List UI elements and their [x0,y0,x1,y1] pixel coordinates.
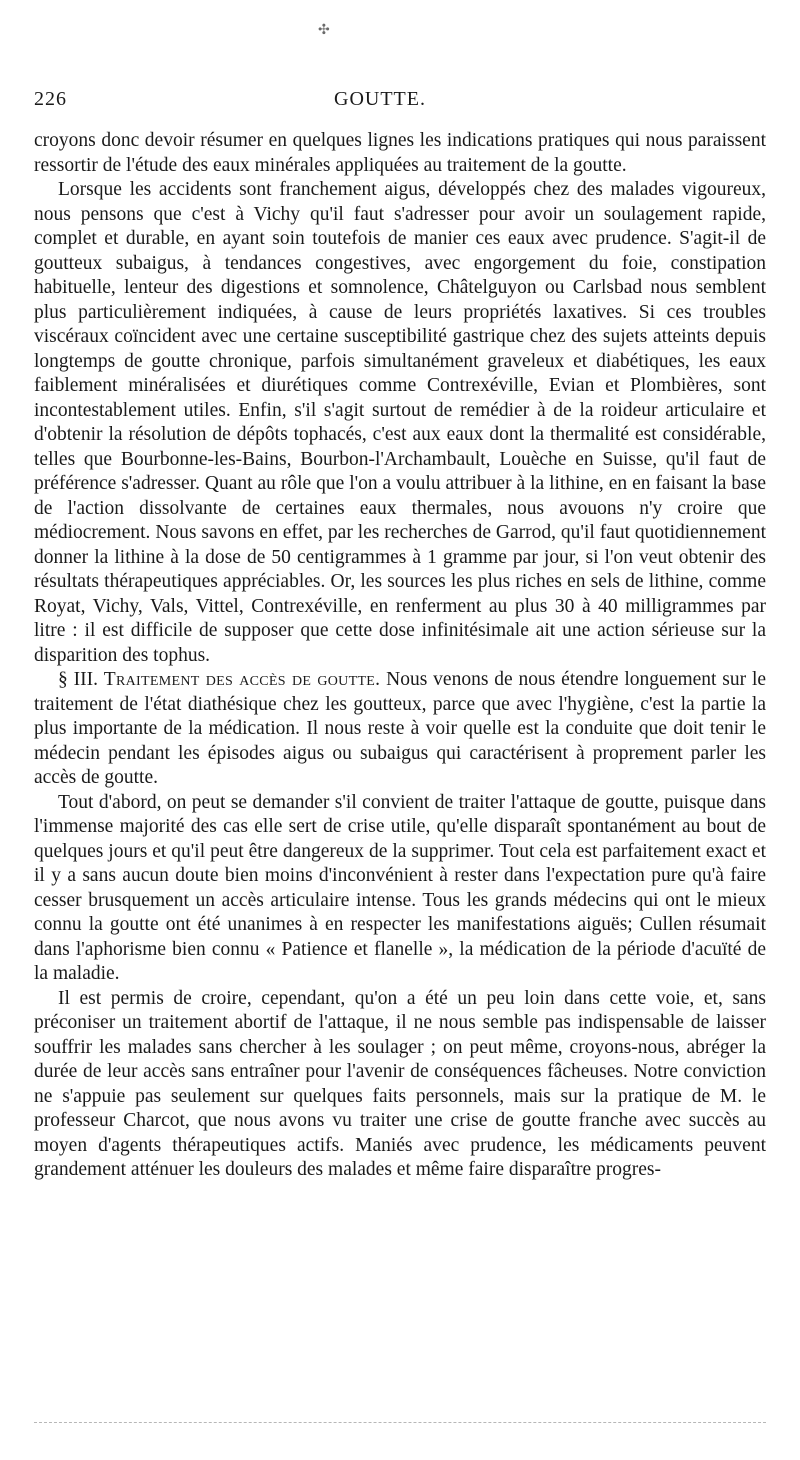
book-page [34,0,766,1460]
paragraph-section-iii [34,668,766,791]
paragraph-charcot: Il est permis de croire, cependant, qu'on a été un peu loin dans cette voie, et, sans préconiser un traitement abortif de l'attaque, il ne nous semble pas indispensable de laisser souffrir les malades sans chercher à les soulager ; on peut même, croyons-nous, abréger la durée de leur accès sans entraîner pour l'avenir de conséquences fâcheuses. Notre conviction ne s'appuie pas seulement sur quelques faits personnels, mais sur la pratique de M. le professeur Charcot, que nous avons vu traiter une crise de goutte franche avec succès au moyen d'agents thérapeutiques actifs. Maniés avec prudence, les médicaments peuvent grandement atténuer les douleurs des malades et même faire disparaître progres- [34,987,766,1180]
body-text [34,129,766,1183]
running-head [34,88,766,118]
printer-mark: ✣ [318,23,330,38]
section-marker: § III. [58,669,98,690]
paragraph-continuation: croyons donc devoir résumer en quelques lignes les indications pratiques qui nous paraissent ressortir de l'étude des eaux minérales appliquées au traitement de la goutte. [34,130,766,176]
paragraph-mineral-waters: Lorsque les accidents sont franchement aigus, développés chez des malades vigoureux, nous pensons que c'est à Vichy qu'il faut s'adresser pour avoir un soulagement rapide, complet et durable, en ayant soin toutefois de manier ces eaux avec prudence. S'agit-il de goutteux subaigus, à tendances congestives, avec engorgement du foie, constipation habituelle, lenteur des digestions et somnolence, Châtelguyon ou Carlsbad nous semblent plus particulièrement indiquées, à cause de leurs propriétés laxatives. Si ces troubles viscéraux coïncident avec une certaine susceptibilité gastrique chez des sujets atteints depuis longtemps de goutte chronique, parfois simultanément graveleux et diabétiques, les eaux faiblement minéralisées et diurétiques comme Contrexéville, Evian et Plombières, sont incontestablement utiles. Enfin, s'il s'agit surtout de remédier à de la roideur articulaire et d'obtenir la résolution de dépôts tophacés, c'est aux eaux dont la thermalité est considérable, telles que Bourbonne-les-Bains, Bourbon-l'Archambault, Louèche en Suisse, qu'il faut de préférence s'adresser. Quant au rôle que l'on a voulu attribuer à la lithine, en en faisant la base de l'action dissolvante de certaines eaux thermales, nous avouons n'y croire que médiocrement. Nous savons en effet, par les recherches de Garrod, qu'il faut quotidiennement donner la lithine à la dose de 50 centigrammes à 1 gramme par jour, si l'on veut obtenir des résultats thérapeutiques appréciables. Or, les sources les plus riches en sels de lithine, comme Royat, Vichy, Vals, Vittel, Contrexéville, en renferment au plus 30 à 40 milligrammes par litre : il est difficile de supposer que cette dose infinitésimale ait une action sérieuse sur la disparition des tophus. [34,179,766,666]
page-number: 226 [34,88,67,110]
running-title: GOUTTE. [334,88,426,110]
footer-rule [34,1422,766,1423]
section-title: Traitement des accès de goutte. [103,669,381,690]
section-text: Nous venons de nous étendre longuement sur le traitement de l'état diathésique chez les goutteux, parce que avec l'hygiène, c'est la partie la plus importante de la médication. Il nous reste à voir quelle est la conduite que doit tenir le médecin pendant les épisodes aigus ou subaigus qui caractérisent à proprement parler les accès de goutte. [34,669,767,788]
paragraph-attack-treatment: Tout d'abord, on peut se demander s'il convient de traiter l'attaque de goutte, puisque dans l'immense majorité des cas elle sert de crise utile, qu'elle disparaît spontanément au bout de quelques jours et qu'il peut être dangereux de la supprimer. Tout cela est parfaitement exact et il y a sans aucun doute bien moins d'inconvénient à rester dans l'expectation pure qu'à faire cesser brusquement un accès articulaire intense. Tous les grands médecins qui ont le mieux connu la goutte ont été unanimes à en respecter les manifestations aiguës; Cullen résumait dans l'aphorisme bien connu « Patience et flanelle », la médication de la période d'acuïté de la maladie. [34,791,766,984]
